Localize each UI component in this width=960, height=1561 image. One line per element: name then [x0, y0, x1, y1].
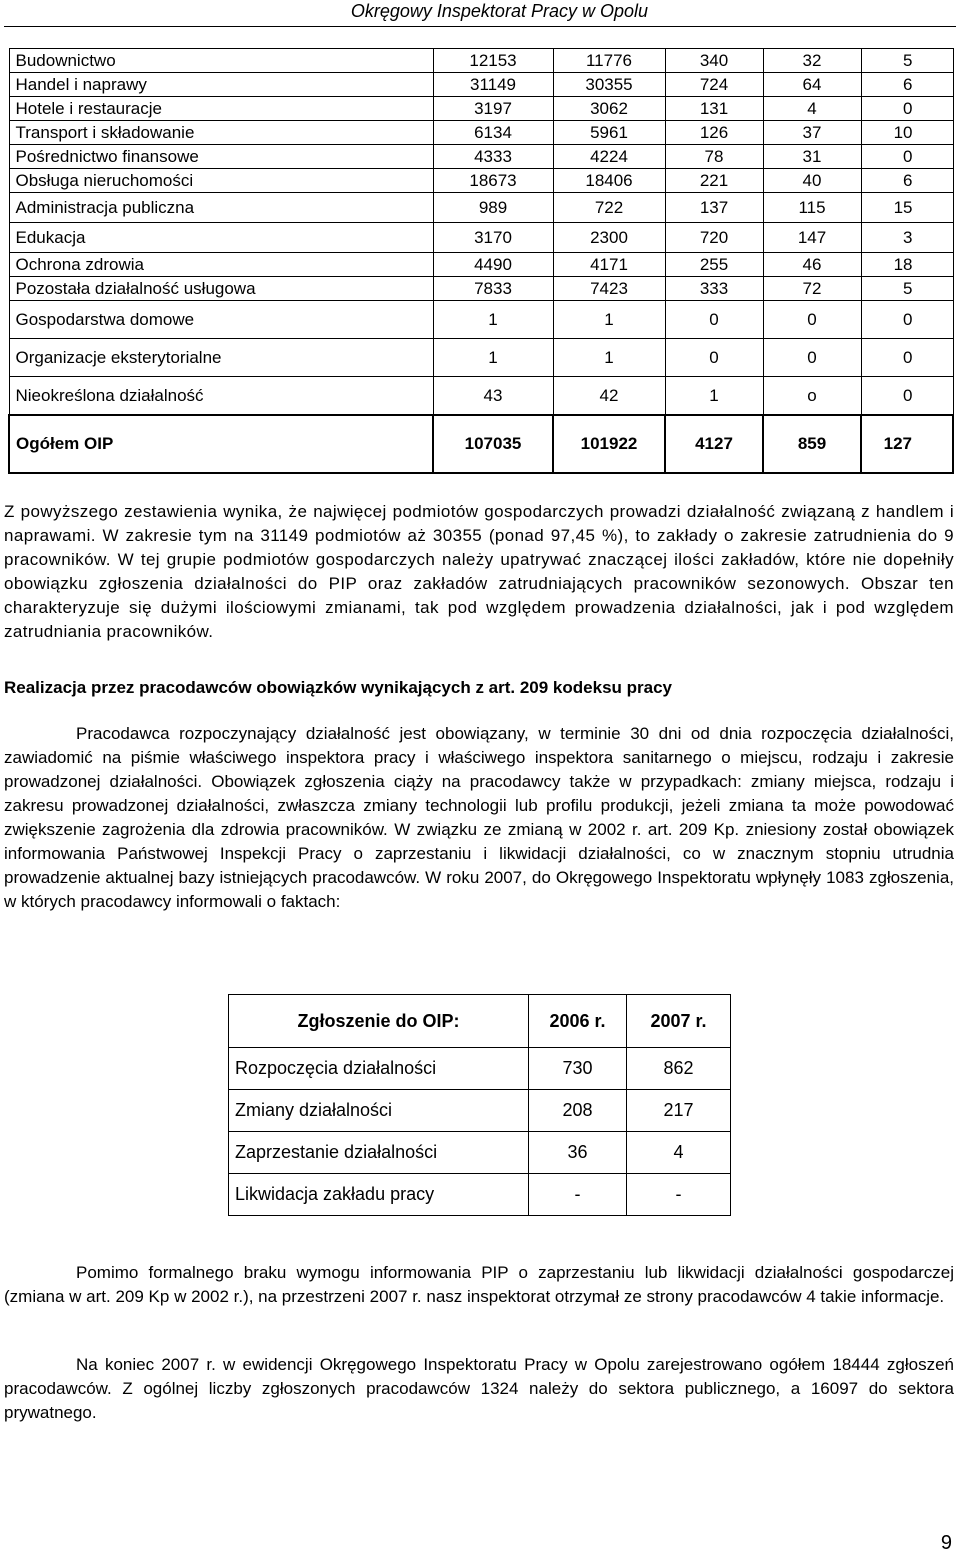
value-cell: 1 — [433, 301, 553, 339]
value-cell: 15 — [861, 193, 953, 223]
value-cell: 4 — [763, 97, 861, 121]
value-cell: 720 — [665, 223, 763, 253]
table-row — [229, 1048, 731, 1090]
value-cell: 2300 — [553, 223, 665, 253]
value-cell: 255 — [665, 253, 763, 277]
value-cell: 5 — [861, 49, 953, 73]
value-cell: 724 — [665, 73, 763, 97]
table-row — [9, 97, 953, 121]
value-cell: 1 — [553, 339, 665, 377]
table-row — [9, 49, 953, 73]
notification-type-cell: Zaprzestanie działalności — [229, 1132, 529, 1174]
header-rule — [4, 26, 956, 27]
table-row — [9, 145, 953, 169]
count-cell: - — [529, 1174, 627, 1216]
notification-type-cell: Rozpoczęcia działalności — [229, 1048, 529, 1090]
sector-name-cell: Nieokreślona działalność — [9, 377, 433, 416]
value-cell: 5 — [861, 277, 953, 301]
count-cell: 208 — [529, 1090, 627, 1132]
value-cell: 72 — [763, 277, 861, 301]
value-cell: 7423 — [553, 277, 665, 301]
value-cell: 0 — [861, 145, 953, 169]
value-cell: 10 — [861, 121, 953, 145]
value-cell: 30355 — [553, 73, 665, 97]
value-cell: 115 — [763, 193, 861, 223]
table-row — [229, 1132, 731, 1174]
value-cell: 42 — [553, 377, 665, 416]
value-cell: 0 — [861, 301, 953, 339]
sector-name-cell: Pozostała działalność usługowa — [9, 277, 433, 301]
sector-name-cell: Budownictwo — [9, 49, 433, 73]
header-cell: Zgłoszenie do OIP: — [229, 995, 529, 1048]
value-cell: 0 — [861, 377, 953, 416]
section-heading: Realizacja przez pracodawców obowiązków wynikających z art. 209 kodeksu pracy — [4, 678, 672, 697]
value-cell: 78 — [665, 145, 763, 169]
table-row — [9, 301, 953, 339]
table-row — [9, 223, 953, 253]
value-cell: 37 — [763, 121, 861, 145]
value-cell: 4490 — [433, 253, 553, 277]
value-cell: 4171 — [553, 253, 665, 277]
table-row — [9, 339, 953, 377]
value-cell: 5961 — [553, 121, 665, 145]
value-cell: 18 — [861, 253, 953, 277]
value-cell: 1 — [553, 301, 665, 339]
value-cell: 0 — [763, 339, 861, 377]
sector-name-cell: Gospodarstwa domowe — [9, 301, 433, 339]
value-cell: 333 — [665, 277, 763, 301]
value-cell: 32 — [763, 49, 861, 73]
table-row — [9, 377, 953, 416]
sector-name-cell: Administracja publiczna — [9, 193, 433, 223]
value-cell: 31 — [763, 145, 861, 169]
value-cell: 7833 — [433, 277, 553, 301]
value-cell: 107035 — [433, 415, 553, 473]
sector-name-cell: Pośrednictwo finansowe — [9, 145, 433, 169]
value-cell: 4333 — [433, 145, 553, 169]
sector-name-cell: Edukacja — [9, 223, 433, 253]
value-cell: 18673 — [433, 169, 553, 193]
table-row — [9, 277, 953, 301]
sector-table — [8, 48, 954, 474]
value-cell: 3197 — [433, 97, 553, 121]
value-cell: 12153 — [433, 49, 553, 73]
page-number: 9 — [940, 1532, 952, 1554]
value-cell: 31149 — [433, 73, 553, 97]
value-cell: 0 — [763, 301, 861, 339]
value-cell: 1 — [665, 377, 763, 416]
value-cell: 4224 — [553, 145, 665, 169]
value-cell: 11776 — [553, 49, 665, 73]
count-cell: 4 — [627, 1132, 731, 1174]
notification-type-cell: Zmiany działalności — [229, 1090, 529, 1132]
value-cell: 340 — [665, 49, 763, 73]
value-cell: 43 — [433, 377, 553, 416]
value-cell: 1 — [433, 339, 553, 377]
value-cell: 6 — [861, 169, 953, 193]
value-cell: 859 — [763, 415, 861, 473]
count-cell: - — [627, 1174, 731, 1216]
value-cell: 147 — [763, 223, 861, 253]
value-cell: 4127 — [665, 415, 763, 473]
table-row — [229, 1090, 731, 1132]
count-cell: 36 — [529, 1132, 627, 1174]
sector-name-cell: Ochrona zdrowia — [9, 253, 433, 277]
table-row — [9, 193, 953, 223]
value-cell: 0 — [665, 339, 763, 377]
value-cell: o — [763, 377, 861, 416]
table-row — [9, 121, 953, 145]
value-cell: 6 — [861, 73, 953, 97]
value-cell: 3170 — [433, 223, 553, 253]
value-cell: 40 — [763, 169, 861, 193]
sector-name-cell: Ogółem OIP — [9, 415, 433, 473]
header-cell: 2006 r. — [529, 995, 627, 1048]
value-cell: 101922 — [553, 415, 665, 473]
summary-paragraph: Z powyższego zestawienia wynika, że najwięcej podmiotów gospodarczych prowadzi działalność związaną z handlem i naprawami. W zakresie tym na 31149 podmiotów aż 30355 (ponad 97,45 %), to zakłady o zakresie zatrudnienia do 9 pracowników. W tej grupie podmiotów gospodarczych należy upatrywać znaczącej ilości zakładów, które nie dopełniły obowiązku zgłoszenia działalności do PIP oraz zakładów zatrudniających pracowników sezonowych. Obszar ten charakteryzuje się dużymi ilościowymi zmianami, tak pod względem prowadzenia działalności, jak i pod względem zatrudniania pracowników. — [4, 502, 954, 641]
value-cell: 0 — [665, 301, 763, 339]
art209-paragraph: Pracodawca rozpoczynający działalność jest obowiązany, w terminie 30 dni od dnia rozpoczęcia działalności, zawiadomić na piśmie właściwego inspektora pracy i właściwego inspektora sanitarnego o miejscu, rodzaju i zakresie prowadzonej działalności. Obowiązek zgłoszenia ciąży na pracodawcy także w przypadkach: zmiany miejsca, rodzaju i zakresu prowadzonej działalności, zwłaszcza zmiany technologii lub profilu produkcji, jeżeli zmiana ta może powodować zwiększenie zagrożenia dla zdrowia pracowników. W związku ze zmianą w 2002 r. art. 209 Kp. zniesiony został obowiązek informowania Państwowej Inspekcji Pracy o zaprzestaniu i likwidacji działalności, co w znacznym stopniu utrudnia prowadzenie aktualnej bazy istniejących pracodawców. W roku 2007, do Okręgowego Inspektoratu wpłynęły 1083 zgłoszenia, w których pracodawcy informowali o faktach: — [4, 724, 954, 911]
value-cell: 18406 — [553, 169, 665, 193]
sector-name-cell: Handel i naprawy — [9, 73, 433, 97]
notification-table — [228, 994, 731, 1216]
value-cell: 3062 — [553, 97, 665, 121]
sector-name-cell: Obsługa nieruchomości — [9, 169, 433, 193]
sector-name-cell: Hotele i restauracje — [9, 97, 433, 121]
header-cell: 2007 r. — [627, 995, 731, 1048]
notification-type-cell: Likwidacja zakładu pracy — [229, 1174, 529, 1216]
value-cell: 127 — [861, 415, 953, 473]
table-row — [9, 73, 953, 97]
value-cell: 0 — [861, 339, 953, 377]
closure-info-paragraph: Pomimo formalnego braku wymogu informowania PIP o zaprzestaniu lub likwidacji działalności gospodarczej (zmiana w art. 209 Kp w 2002 r.), na przestrzeni 2007 r. nasz inspektorat otrzymał ze strony pracodawców 4 takie informacje. — [4, 1263, 954, 1306]
count-cell: 862 — [627, 1048, 731, 1090]
table-header-row — [229, 995, 731, 1048]
value-cell: 137 — [665, 193, 763, 223]
value-cell: 64 — [763, 73, 861, 97]
value-cell: 3 — [861, 223, 953, 253]
count-cell: 730 — [529, 1048, 627, 1090]
table-row — [229, 1174, 731, 1216]
value-cell: 989 — [433, 193, 553, 223]
sector-name-cell: Transport i składowanie — [9, 121, 433, 145]
register-summary-paragraph: Na koniec 2007 r. w ewidencji Okręgowego Inspektoratu Pracy w Opolu zarejestrowano ogółem 18444 zgłoszeń pracodawców. Z ogólnej liczby zgłoszonych pracodawców 1324 należy do sektora publicznego, a 16097 do sektora prywatnego. — [4, 1355, 954, 1422]
value-cell: 0 — [861, 97, 953, 121]
value-cell: 46 — [763, 253, 861, 277]
value-cell: 131 — [665, 97, 763, 121]
count-cell: 217 — [627, 1090, 731, 1132]
total-row — [9, 415, 953, 473]
value-cell: 126 — [665, 121, 763, 145]
table-row — [9, 169, 953, 193]
value-cell: 6134 — [433, 121, 553, 145]
sector-name-cell: Organizacje eksterytorialne — [9, 339, 433, 377]
page-header: Okręgowy Inspektorat Pracy w Opolu — [350, 1, 648, 21]
table-row — [9, 253, 953, 277]
value-cell: 221 — [665, 169, 763, 193]
value-cell: 722 — [553, 193, 665, 223]
